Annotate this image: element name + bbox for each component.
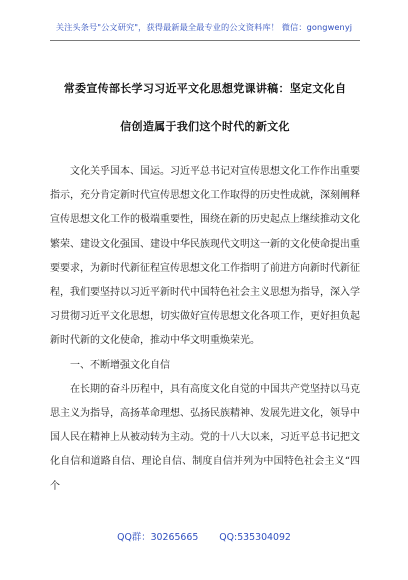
footer-qq-group: QQ群：30265665	[117, 532, 199, 543]
header-promo-note: 关注头条号"公文研究"，获得最新最全最专业的公文资料库！ 微信：gongwenyj	[55, 22, 353, 32]
document-title-line-1: 常委宣传部长学习习近平文化思想党课讲稿：坚定文化自	[63, 82, 347, 95]
footer-contact	[0, 529, 408, 543]
body-paragraph-section-1: 在长期的奋斗历程中，具有高度文化自觉的中国共产党坚持以马克思主义为指导，高扬革命理想、弘扬民族精神、发展先进文化，领导中国人民在精神上从被动转为主动。党的十八大以来，习近平总书记把文化自信和道路自信、理论自信、制度自信并列为中国特色社会主义“四个	[50, 383, 360, 492]
footer-qq-number: QQ:535304092	[219, 532, 291, 543]
body-paragraph-intro: 文化关乎国本、国运。习近平总书记对宣传思想文化工作作出重要指示，充分肯定新时代宣传思想文化工作取得的历史性成就，深刻阐释宣传思想文化工作的极端重要性，围绕在新的历史起点上继续推动文化繁荣、建设文化强国、建设中华民族现代文明这一新的文化使命提出重要要求，为新时代新征程宣传思想文化工作指明了前进方向新时代新征程，我们要坚持以习近平新时代中国特色社会主义思想为指导，深入学习贯彻习近平文化思想，切实做好宣传思想文化各项工作，更好担负起新时代新的文化使命，推动中华文明重焕荣光。	[50, 166, 360, 347]
header-divider	[50, 40, 360, 41]
document-body	[50, 160, 360, 499]
document-title-line-2: 信创造属于我们这个时代的新文化	[120, 120, 290, 133]
section-heading-1: 一、不断增强文化自信	[70, 359, 170, 371]
